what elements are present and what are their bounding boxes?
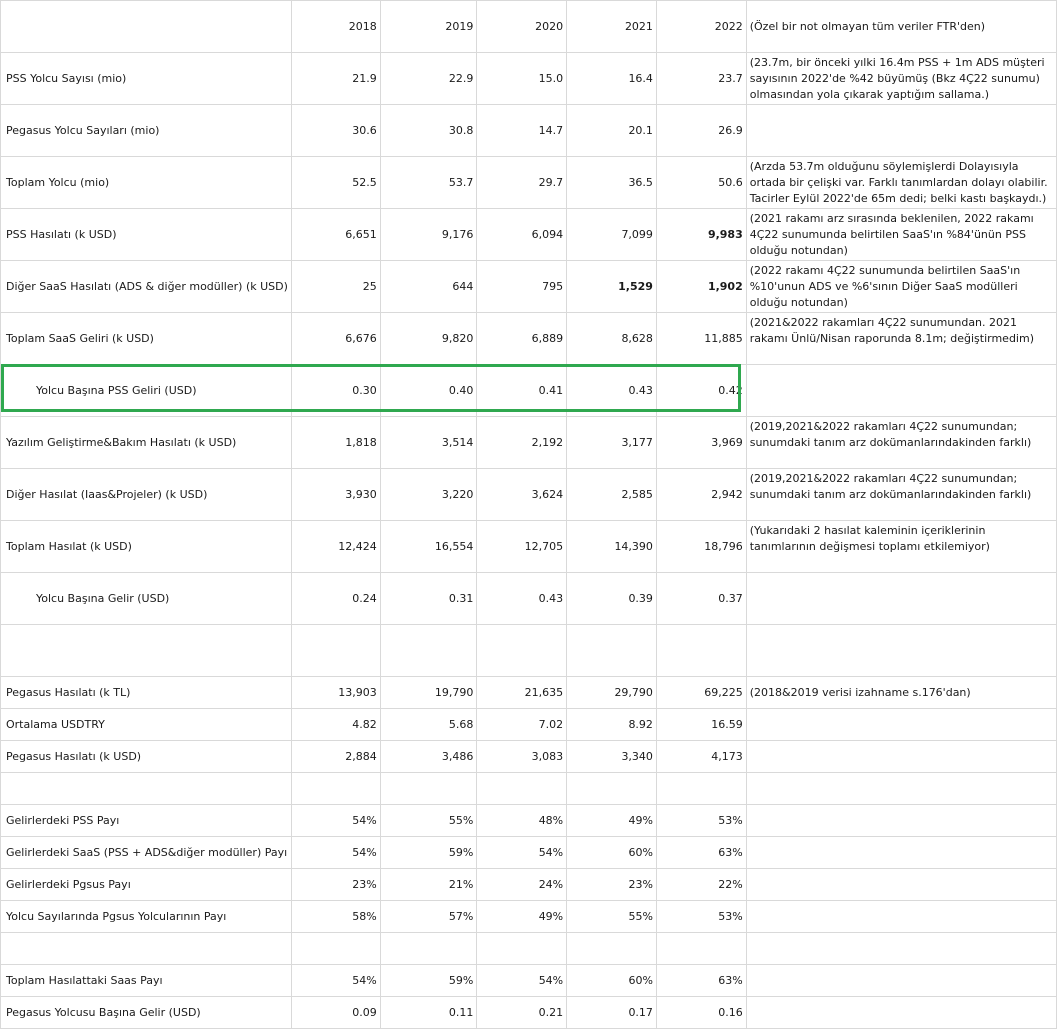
note-cell[interactable]: (2019,2021&2022 rakamları 4Ç22 sunumundan; sunumdaki tanım arz dokümanlarındakinden farklı) — [746, 417, 1056, 469]
note-cell[interactable]: (2022 rakamı 4Ç22 sunumunda belirtilen SaaS'ın %10'unun ADS ve %6'sının Diğer SaaS modülleri olduğu notundan) — [746, 261, 1056, 313]
value-cell[interactable]: 25 — [291, 261, 380, 313]
value-cell[interactable]: 59% — [380, 837, 477, 869]
note-cell[interactable] — [746, 901, 1056, 933]
value-cell[interactable]: 12,705 — [477, 521, 567, 573]
row-label-cell[interactable]: Ortalama USDTRY — [1, 709, 292, 741]
row-label-cell[interactable]: Diğer SaaS Hasılatı (ADS & diğer modüller) (k USD) — [1, 261, 292, 313]
value-cell[interactable]: 4.82 — [291, 709, 380, 741]
value-cell[interactable]: 23.7 — [656, 53, 746, 105]
value-cell[interactable]: 3,930 — [291, 469, 380, 521]
table-row — [1, 209, 1057, 261]
value-cell[interactable]: 0.24 — [291, 573, 380, 625]
table-row — [1, 997, 1057, 1029]
row-label-cell[interactable]: PSS Hasılatı (k USD) — [1, 209, 292, 261]
table-row — [1, 157, 1057, 209]
row-label-cell[interactable]: Toplam Hasılattaki Saas Payı — [1, 965, 292, 997]
table-row — [1, 313, 1057, 365]
value-cell[interactable]: 26.9 — [656, 105, 746, 157]
value-cell[interactable]: 20.1 — [567, 105, 657, 157]
row-label-cell[interactable]: Yolcu Başına PSS Geliri (USD) — [1, 365, 292, 417]
value-cell[interactable]: 3,969 — [656, 417, 746, 469]
value-cell[interactable]: 12,424 — [291, 521, 380, 573]
note-cell[interactable] — [746, 805, 1056, 837]
table-row — [1, 573, 1057, 625]
value-cell[interactable] — [380, 625, 477, 677]
header-note-cell[interactable]: (Özel bir not olmayan tüm veriler FTR'den) — [746, 1, 1056, 53]
note-cell[interactable]: (2019,2021&2022 rakamları 4Ç22 sunumundan; sunumdaki tanım arz dokümanlarındakinden farklı) — [746, 469, 1056, 521]
table-row — [1, 901, 1057, 933]
value-cell[interactable]: 54% — [291, 837, 380, 869]
value-cell[interactable]: 14.7 — [477, 105, 567, 157]
year-header-cell[interactable]: 2022 — [656, 1, 746, 53]
value-cell[interactable]: 53% — [656, 901, 746, 933]
table-row — [1, 261, 1057, 313]
blank-row — [1, 625, 1057, 677]
value-cell[interactable]: 1,818 — [291, 417, 380, 469]
value-cell[interactable]: 23% — [567, 869, 657, 901]
row-label-cell[interactable]: Yazılım Geliştirme&Bakım Hasılatı (k USD) — [1, 417, 292, 469]
table-row — [1, 837, 1057, 869]
value-cell[interactable]: 16.59 — [656, 709, 746, 741]
value-cell[interactable]: 6,889 — [477, 313, 567, 365]
value-cell[interactable]: 8,628 — [567, 313, 657, 365]
value-cell[interactable]: 3,177 — [567, 417, 657, 469]
value-cell[interactable]: 0.17 — [567, 997, 657, 1029]
table-row — [1, 965, 1057, 997]
value-cell[interactable]: 11,885 — [656, 313, 746, 365]
table-row — [1, 741, 1057, 773]
value-cell[interactable]: 5.68 — [380, 709, 477, 741]
value-cell[interactable] — [291, 625, 380, 677]
value-cell[interactable]: 6,094 — [477, 209, 567, 261]
blank-row — [1, 773, 1057, 805]
value-cell[interactable]: 0.37 — [656, 573, 746, 625]
value-cell[interactable]: 21% — [380, 869, 477, 901]
row-label-cell[interactable] — [1, 933, 292, 965]
year-header-cell[interactable]: 2018 — [291, 1, 380, 53]
value-cell[interactable]: 19,790 — [380, 677, 477, 709]
table-row — [1, 709, 1057, 741]
value-cell[interactable] — [656, 933, 746, 965]
header-row — [1, 1, 1057, 53]
note-cell[interactable] — [746, 365, 1056, 417]
value-cell[interactable]: 54% — [477, 965, 567, 997]
note-cell[interactable] — [746, 105, 1056, 157]
value-cell[interactable]: 55% — [380, 805, 477, 837]
row-label-cell[interactable]: Yolcu Sayılarında Pgsus Yolcularının Payı — [1, 901, 292, 933]
value-cell[interactable]: 22% — [656, 869, 746, 901]
value-cell[interactable]: 54% — [291, 965, 380, 997]
value-cell[interactable] — [291, 933, 380, 965]
value-cell[interactable] — [380, 773, 477, 805]
value-cell[interactable]: 7,099 — [567, 209, 657, 261]
row-label-cell[interactable]: Gelirlerdeki SaaS (PSS + ADS&diğer modüller) Payı — [1, 837, 292, 869]
value-cell[interactable]: 49% — [477, 901, 567, 933]
row-label-cell[interactable]: Pegasus Hasılatı (k TL) — [1, 677, 292, 709]
value-cell[interactable]: 0.39 — [567, 573, 657, 625]
value-cell[interactable]: 23% — [291, 869, 380, 901]
year-header-cell[interactable]: 2019 — [380, 1, 477, 53]
note-cell[interactable]: (Arzda 53.7m olduğunu söylemişlerdi Dolayısıyla ortada bir çelişki var. Farklı tanımlardan dolayı olabilir. Tacirler Eylül 2022'de 65m dedi; belki kastı başkaydı.) — [746, 157, 1056, 209]
value-cell[interactable]: 58% — [291, 901, 380, 933]
note-cell[interactable] — [746, 709, 1056, 741]
value-cell[interactable]: 55% — [567, 901, 657, 933]
value-cell[interactable] — [477, 773, 567, 805]
table-row — [1, 805, 1057, 837]
value-cell[interactable]: 0.42 — [656, 365, 746, 417]
row-label-cell[interactable]: Gelirlerdeki Pgsus Payı — [1, 869, 292, 901]
note-cell[interactable]: (23.7m, bir önceki yılki 16.4m PSS + 1m ADS müşteri sayısının 2022'de %42 büyümüş (Bkz 4Ç22 sunumu) olmasından yola çıkarak yaptığım sallama.) — [746, 53, 1056, 105]
value-cell[interactable]: 50.6 — [656, 157, 746, 209]
note-cell[interactable]: (2018&2019 verisi izahname s.176'dan) — [746, 677, 1056, 709]
value-cell[interactable]: 15.0 — [477, 53, 567, 105]
table-row — [1, 105, 1057, 157]
value-cell[interactable]: 795 — [477, 261, 567, 313]
value-cell[interactable]: 2,192 — [477, 417, 567, 469]
row-label-cell[interactable]: Pegasus Yolcu Sayıları (mio) — [1, 105, 292, 157]
value-cell[interactable] — [656, 625, 746, 677]
value-cell[interactable]: 0.40 — [380, 365, 477, 417]
note-cell[interactable] — [746, 997, 1056, 1029]
value-cell[interactable]: 63% — [656, 837, 746, 869]
value-cell[interactable]: 59% — [380, 965, 477, 997]
value-cell[interactable]: 18,796 — [656, 521, 746, 573]
value-cell[interactable] — [477, 625, 567, 677]
value-cell[interactable]: 2,585 — [567, 469, 657, 521]
value-cell[interactable]: 14,390 — [567, 521, 657, 573]
value-cell[interactable]: 57% — [380, 901, 477, 933]
value-cell[interactable]: 0.11 — [380, 997, 477, 1029]
value-cell[interactable]: 16,554 — [380, 521, 477, 573]
value-cell[interactable]: 0.16 — [656, 997, 746, 1029]
value-cell[interactable]: 0.43 — [477, 573, 567, 625]
row-label-cell[interactable]: Toplam Yolcu (mio) — [1, 157, 292, 209]
value-cell[interactable] — [567, 625, 657, 677]
value-cell[interactable]: 22.9 — [380, 53, 477, 105]
value-cell[interactable]: 0.41 — [477, 365, 567, 417]
table-row — [1, 365, 1057, 417]
value-cell[interactable]: 3,083 — [477, 741, 567, 773]
year-header-cell[interactable]: 2021 — [567, 1, 657, 53]
note-cell[interactable]: (Yukarıdaki 2 hasılat kaleminin içeriklerinin tanımlarının değişmesi toplamı etkilemiyor) — [746, 521, 1056, 573]
value-cell[interactable]: 9,983 — [656, 209, 746, 261]
value-cell[interactable]: 29.7 — [477, 157, 567, 209]
value-cell[interactable]: 63% — [656, 965, 746, 997]
value-cell[interactable]: 16.4 — [567, 53, 657, 105]
value-cell[interactable]: 3,514 — [380, 417, 477, 469]
spreadsheet-body — [1, 1, 1057, 1029]
value-cell[interactable]: 29,790 — [567, 677, 657, 709]
value-cell[interactable]: 60% — [567, 837, 657, 869]
value-cell[interactable]: 6,651 — [291, 209, 380, 261]
value-cell[interactable]: 13,903 — [291, 677, 380, 709]
note-cell[interactable] — [746, 625, 1056, 677]
value-cell[interactable]: 3,624 — [477, 469, 567, 521]
header-label-cell[interactable] — [1, 1, 292, 53]
table-row — [1, 417, 1057, 469]
value-cell[interactable]: 30.8 — [380, 105, 477, 157]
value-cell[interactable]: 53.7 — [380, 157, 477, 209]
note-cell[interactable] — [746, 933, 1056, 965]
value-cell[interactable]: 30.6 — [291, 105, 380, 157]
value-cell[interactable]: 21,635 — [477, 677, 567, 709]
row-label-cell[interactable] — [1, 773, 292, 805]
value-cell[interactable]: 48% — [477, 805, 567, 837]
row-label-cell[interactable]: Diğer Hasılat (Iaas&Projeler) (k USD) — [1, 469, 292, 521]
row-label-cell[interactable]: Toplam Hasılat (k USD) — [1, 521, 292, 573]
note-cell[interactable] — [746, 965, 1056, 997]
note-cell[interactable] — [746, 573, 1056, 625]
value-cell[interactable] — [291, 773, 380, 805]
row-label-cell[interactable]: Toplam SaaS Geliri (k USD) — [1, 313, 292, 365]
value-cell[interactable]: 2,884 — [291, 741, 380, 773]
value-cell[interactable]: 24% — [477, 869, 567, 901]
blank-row — [1, 933, 1057, 965]
table-row — [1, 677, 1057, 709]
value-cell[interactable]: 9,176 — [380, 209, 477, 261]
value-cell[interactable]: 53% — [656, 805, 746, 837]
row-label-cell[interactable]: Pegasus Hasılatı (k USD) — [1, 741, 292, 773]
value-cell[interactable]: 49% — [567, 805, 657, 837]
row-label-cell[interactable]: Yolcu Başına Gelir (USD) — [1, 573, 292, 625]
value-cell[interactable]: 54% — [291, 805, 380, 837]
row-label-cell[interactable] — [1, 625, 292, 677]
value-cell[interactable] — [567, 933, 657, 965]
row-label-cell[interactable]: Gelirlerdeki PSS Payı — [1, 805, 292, 837]
value-cell[interactable]: 1,529 — [567, 261, 657, 313]
note-cell[interactable] — [746, 837, 1056, 869]
value-cell[interactable]: 3,486 — [380, 741, 477, 773]
year-header-cell[interactable]: 2020 — [477, 1, 567, 53]
value-cell[interactable]: 3,220 — [380, 469, 477, 521]
note-cell[interactable] — [746, 773, 1056, 805]
value-cell[interactable]: 6,676 — [291, 313, 380, 365]
value-cell[interactable] — [567, 773, 657, 805]
value-cell[interactable]: 69,225 — [656, 677, 746, 709]
value-cell[interactable]: 0.30 — [291, 365, 380, 417]
value-cell[interactable]: 1,902 — [656, 261, 746, 313]
value-cell[interactable]: 0.43 — [567, 365, 657, 417]
value-cell[interactable]: 4,173 — [656, 741, 746, 773]
value-cell[interactable]: 36.5 — [567, 157, 657, 209]
note-cell[interactable]: (2021&2022 rakamları 4Ç22 sunumundan. 2021 rakamı Ünlü/Nisan raporunda 8.1m; değiştirmedim) — [746, 313, 1056, 365]
note-cell[interactable]: (2021 rakamı arz sırasında beklenilen, 2022 rakamı 4Ç22 sunumunda belirtilen SaaS'ın %84'ünün PSS olduğu notundan) — [746, 209, 1056, 261]
value-cell[interactable]: 52.5 — [291, 157, 380, 209]
note-cell[interactable] — [746, 869, 1056, 901]
value-cell[interactable]: 0.21 — [477, 997, 567, 1029]
table-row — [1, 521, 1057, 573]
value-cell[interactable]: 7.02 — [477, 709, 567, 741]
value-cell[interactable]: 644 — [380, 261, 477, 313]
row-label-cell[interactable]: Pegasus Yolcusu Başına Gelir (USD) — [1, 997, 292, 1029]
value-cell[interactable] — [477, 933, 567, 965]
note-cell[interactable] — [746, 741, 1056, 773]
value-cell[interactable]: 21.9 — [291, 53, 380, 105]
row-label-cell[interactable]: PSS Yolcu Sayısı (mio) — [1, 53, 292, 105]
value-cell[interactable]: 60% — [567, 965, 657, 997]
table-row — [1, 869, 1057, 901]
value-cell[interactable]: 3,340 — [567, 741, 657, 773]
table-row — [1, 469, 1057, 521]
value-cell[interactable]: 9,820 — [380, 313, 477, 365]
value-cell[interactable]: 0.09 — [291, 997, 380, 1029]
table-row — [1, 53, 1057, 105]
value-cell[interactable]: 0.31 — [380, 573, 477, 625]
value-cell[interactable]: 8.92 — [567, 709, 657, 741]
value-cell[interactable]: 54% — [477, 837, 567, 869]
value-cell[interactable] — [380, 933, 477, 965]
value-cell[interactable]: 2,942 — [656, 469, 746, 521]
value-cell[interactable] — [656, 773, 746, 805]
